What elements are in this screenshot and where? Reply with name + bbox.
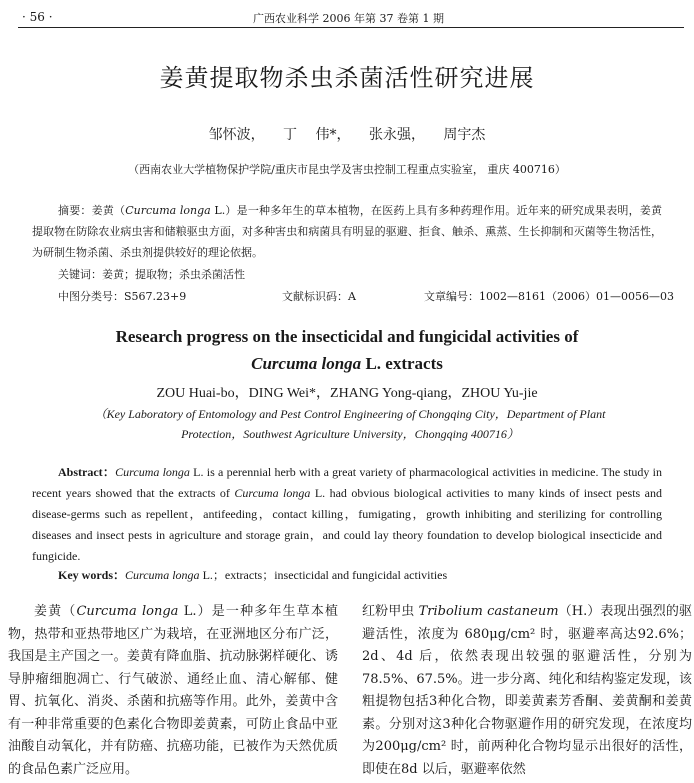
authors-cn: 邹怀波， 丁 伟*， 张永强， 周宇杰 bbox=[208, 127, 486, 143]
title-en-rest: L. extracts bbox=[361, 354, 443, 373]
authors-en: ZOU Huai-bo，DING Wei*，ZHANG Yong-qiang，ZHOU Yu-jie bbox=[156, 386, 538, 401]
abstract-cn-label: 摘要： bbox=[58, 204, 92, 217]
header-rule bbox=[18, 27, 684, 28]
page-number: · 56 · bbox=[22, 10, 53, 24]
title-en-species: Curcuma longa bbox=[251, 354, 362, 373]
abstract-en-label: Abstract： bbox=[58, 465, 116, 479]
body-right-text: （H.）表现出强烈的驱避活性，浓度为 680μg/cm² 时，驱避率高达92.6%；2d、4d 后，依然表现出较强的驱避活性，分别为78.5%、67.5%。进一步分离、纯化和结构鉴定发现，该粗提物包括3种化合物，即姜黄素芳香酮、姜黄酮和姜黄素。分别对这3种化合物驱避作用的研究发现，在浓度均为200μg/cm² 时，前两种化合物均显示出很好的活性，即使在8d 以后，驱避率依然 bbox=[362, 604, 692, 777]
body-right-lead: 红粉甲虫 bbox=[362, 604, 419, 619]
abstract-en-text1: L. is a perennial herb with a great variety of pharmacological activities in medicine. The study in recent years showed that the extracts of bbox=[32, 465, 662, 500]
clc-number: 中图分类号：S567.23+9 bbox=[58, 290, 187, 303]
title-en-line2 bbox=[0, 354, 694, 374]
keywords-en-species: Curcuma longa bbox=[125, 568, 200, 582]
affiliation-cn: （西南农业大学植物保护学院/重庆市昆虫学及害虫控制工程重点实验室， 重庆 400716） bbox=[128, 163, 566, 176]
title-en-line1: Research progress on the insecticidal and fungicidal activities of bbox=[115, 327, 579, 346]
keywords-en bbox=[58, 566, 447, 583]
title-cn: 姜黄提取物杀虫杀菌活性研究进展 bbox=[159, 64, 535, 92]
abstract-en-text2: L. had obvious biological activities to many kinds of insect pests and disease-germs such as repellent，antifeeding，contact killing，fumigating，growth inhibiting and sterilizing for controlling diseases and insect pests in agriculture and storage grain，and could lay theory foundation to develop biological insecticide and fungicide. bbox=[32, 486, 662, 563]
article-number: 文章编号：1002—8161（2006）01—0056—03 bbox=[424, 290, 674, 303]
abstract-en-species2: Curcuma longa bbox=[234, 486, 311, 500]
affiliation-en-line2: Protection，Southwest Agriculture University，Chongqing 400716） bbox=[181, 427, 519, 441]
journal-header: 广西农业科学 2006 年第 37 卷第 1 期 bbox=[253, 12, 444, 25]
body-right-species: Tribolium castaneum bbox=[418, 604, 559, 619]
abstract-cn-lead: 姜黄（ bbox=[91, 204, 126, 217]
keywords-cn bbox=[58, 266, 245, 282]
abstract-en bbox=[32, 462, 662, 567]
keywords-en-label: Key words： bbox=[58, 568, 125, 582]
body-left-text: L.）是一种多年生草本植物，热带和亚热带地区广为栽培，在亚洲地区分布广泛，我国是主产国之一。姜黄有降血脂、抗动脉粥样硬化、诱导肿瘤细胞凋亡、行气破淤、通经止血、清心解郁、健胃、抗氧化、消炎、杀菌和抗癌等作用。此外，姜黄中含有一种非常重要的色素化合物即姜黄素，可防止食品中亚油酸自动氧化，并有防癌、抗癌功能，已被作为天然优质的食品色素广泛应用。 bbox=[8, 604, 338, 777]
body-left-lead: 姜黄（ bbox=[34, 604, 77, 619]
document-code: 文献标识码：A bbox=[282, 290, 356, 303]
keywords-cn-value: 姜黄；提取物；杀虫杀菌活性 bbox=[102, 268, 245, 281]
affiliation-en-line1: （Key Laboratory of Entomology and Pest Control Engineering of Chongqing City，Department of Plant bbox=[94, 407, 606, 421]
keywords-en-text: L.；extracts；insecticidal and fungicidal activities bbox=[199, 568, 448, 582]
abstract-cn-species: Curcuma longa bbox=[125, 204, 211, 217]
abstract-en-species: Curcuma longa bbox=[115, 465, 190, 479]
affiliation-en bbox=[70, 404, 630, 444]
keywords-cn-label: 关键词： bbox=[58, 268, 102, 281]
body-column-left bbox=[8, 601, 338, 781]
abstract-cn-text: L.）是一种多年生的草本植物，在医药上具有多种药理作用。近年来的研究成果表明，姜黄提取物在防除农业病虫害和储粮驱虫方面，对多种害虫和病菌具有明显的驱避、拒食、触杀、熏蒸、生长抑制和灭菌等生物活性，为研制生物杀菌、杀虫剂提供较好的理论依据。 bbox=[32, 204, 663, 259]
body-left-species: Curcuma longa bbox=[76, 604, 179, 619]
body-column-right bbox=[362, 601, 692, 781]
abstract-cn bbox=[32, 200, 662, 263]
